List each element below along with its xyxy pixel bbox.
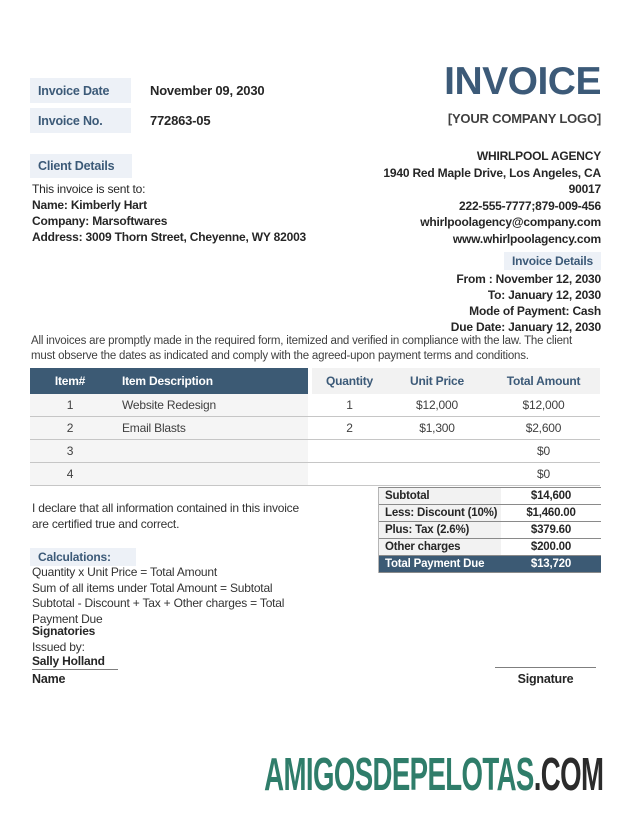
calculations-label: Calculations: bbox=[30, 548, 136, 566]
signatories-heading: Signatories bbox=[32, 624, 96, 638]
name-label: Name bbox=[32, 672, 66, 686]
table-row-unit-price bbox=[387, 463, 487, 486]
invoice-details-info bbox=[451, 271, 601, 335]
table-row-quantity bbox=[312, 463, 387, 486]
terms-paragraph: All invoices are promptly made in the required form, itemized and verified in compliance with the law. The client must observe the dates as indicated and comply with the agreed-upon payment terms and conditions. bbox=[31, 335, 572, 362]
table-row-item-number: 1 bbox=[30, 394, 110, 417]
invoice-date-label: Invoice Date bbox=[30, 78, 131, 103]
table-row-total: $0 bbox=[487, 463, 600, 486]
company-phone: 222-555-7777;879-009-456 bbox=[459, 198, 601, 213]
company-address-line2: 90017 bbox=[568, 182, 601, 196]
invoice-details-label: Invoice Details bbox=[504, 252, 601, 270]
table-row-description: Website Redesign bbox=[110, 394, 308, 417]
summary-value: $379.60 bbox=[501, 522, 601, 538]
summary-value: $13,720 bbox=[501, 556, 601, 572]
summary-value: $1,460.00 bbox=[501, 505, 601, 521]
summary-row-discount bbox=[379, 505, 601, 522]
summary-label: Other charges bbox=[379, 539, 501, 555]
company-info bbox=[383, 148, 601, 247]
table-row-description bbox=[110, 440, 308, 463]
table-row-unit-price: $12,000 bbox=[387, 394, 487, 417]
items-header-item-number: Item# bbox=[30, 368, 110, 394]
invoice-due-date: Due Date: January 12, 2030 bbox=[450, 320, 601, 334]
calculations-lines bbox=[32, 565, 320, 627]
table-row-quantity: 2 bbox=[312, 417, 387, 440]
summary-value: $14,600 bbox=[501, 488, 601, 504]
signature-label: Signature bbox=[517, 672, 574, 686]
items-table bbox=[30, 368, 600, 486]
client-details-label: Client Details bbox=[30, 154, 132, 178]
watermark-green-text: AMIGOSDEPELOTAS bbox=[263, 748, 534, 800]
page-title: INVOICE bbox=[444, 60, 601, 103]
table-row-total: $0 bbox=[487, 440, 600, 463]
client-name: Name: Kimberly Hart bbox=[32, 198, 147, 212]
summary-row-other-charges bbox=[379, 539, 601, 556]
items-header-quantity: Quantity bbox=[312, 368, 387, 394]
summary-label: Less: Discount (10%) bbox=[379, 505, 501, 521]
table-row-total: $12,000 bbox=[487, 394, 600, 417]
summary-label: Total Payment Due bbox=[379, 556, 501, 572]
company-address-line1: 1940 Red Maple Drive, Los Angeles, CA bbox=[383, 165, 601, 180]
declaration-text: I declare that all information contained in this invoice are certified true and correct. bbox=[32, 501, 299, 531]
calculation-line: Sum of all items under Total Amount = Subtotal bbox=[32, 580, 273, 595]
issuer-name: Sally Holland bbox=[32, 654, 118, 670]
table-row-item-number: 4 bbox=[30, 463, 110, 486]
calculation-line: Quantity x Unit Price = Total Amount bbox=[32, 565, 218, 579]
company-email: whirlpoolagency@company.com bbox=[420, 215, 601, 229]
invoice-date-value: November 09, 2030 bbox=[150, 83, 265, 98]
summary-value: $200.00 bbox=[501, 539, 601, 555]
items-header-total-amount: Total Amount bbox=[487, 368, 600, 394]
summary-row-total-due bbox=[379, 556, 601, 573]
summary-row-subtotal bbox=[379, 488, 601, 505]
client-address: Address: 3009 Thorn Street, Cheyenne, WY 82003 bbox=[32, 230, 307, 244]
invoice-payment-mode: Mode of Payment: Cash bbox=[469, 304, 601, 318]
table-row-item-number: 2 bbox=[30, 417, 110, 440]
watermark-dark-text: .COM bbox=[533, 748, 603, 800]
site-watermark bbox=[264, 747, 603, 801]
invoice-no-label: Invoice No. bbox=[30, 108, 131, 133]
summary-label: Plus: Tax (2.6%) bbox=[379, 522, 501, 538]
invoice-period-from: From : November 12, 2030 bbox=[456, 272, 601, 286]
summary-row-tax bbox=[379, 522, 601, 539]
company-website: www.whirlpoolagency.com bbox=[452, 231, 601, 246]
issued-by-label: Issued by: bbox=[32, 640, 85, 654]
table-row-item-number: 3 bbox=[30, 440, 110, 463]
invoice-no-value: 772863-05 bbox=[150, 113, 211, 128]
table-row-quantity: 1 bbox=[312, 394, 387, 417]
client-company: Company: Marsoftwares bbox=[32, 214, 168, 228]
company-logo-placeholder: [YOUR COMPANY LOGO] bbox=[447, 111, 601, 126]
calculation-line: Subtotal - Discount + Tax + Other charges = Total Payment Due bbox=[32, 596, 285, 626]
summary-label: Subtotal bbox=[379, 488, 501, 504]
signature-line bbox=[495, 667, 596, 668]
client-intro: This invoice is sent to: bbox=[32, 182, 146, 196]
items-header-description: Item Description bbox=[110, 368, 308, 394]
client-info bbox=[32, 181, 306, 245]
table-row-unit-price bbox=[387, 440, 487, 463]
table-row-description bbox=[110, 463, 308, 486]
table-row-total: $2,600 bbox=[487, 417, 600, 440]
items-header-unit-price: Unit Price bbox=[387, 368, 487, 394]
company-name: WHIRLPOOL AGENCY bbox=[476, 149, 601, 163]
table-row-description: Email Blasts bbox=[110, 417, 308, 440]
invoice-period-to: To: January 12, 2030 bbox=[487, 288, 601, 302]
table-row-unit-price: $1,300 bbox=[387, 417, 487, 440]
summary-table bbox=[378, 487, 601, 573]
table-row-quantity bbox=[312, 440, 387, 463]
